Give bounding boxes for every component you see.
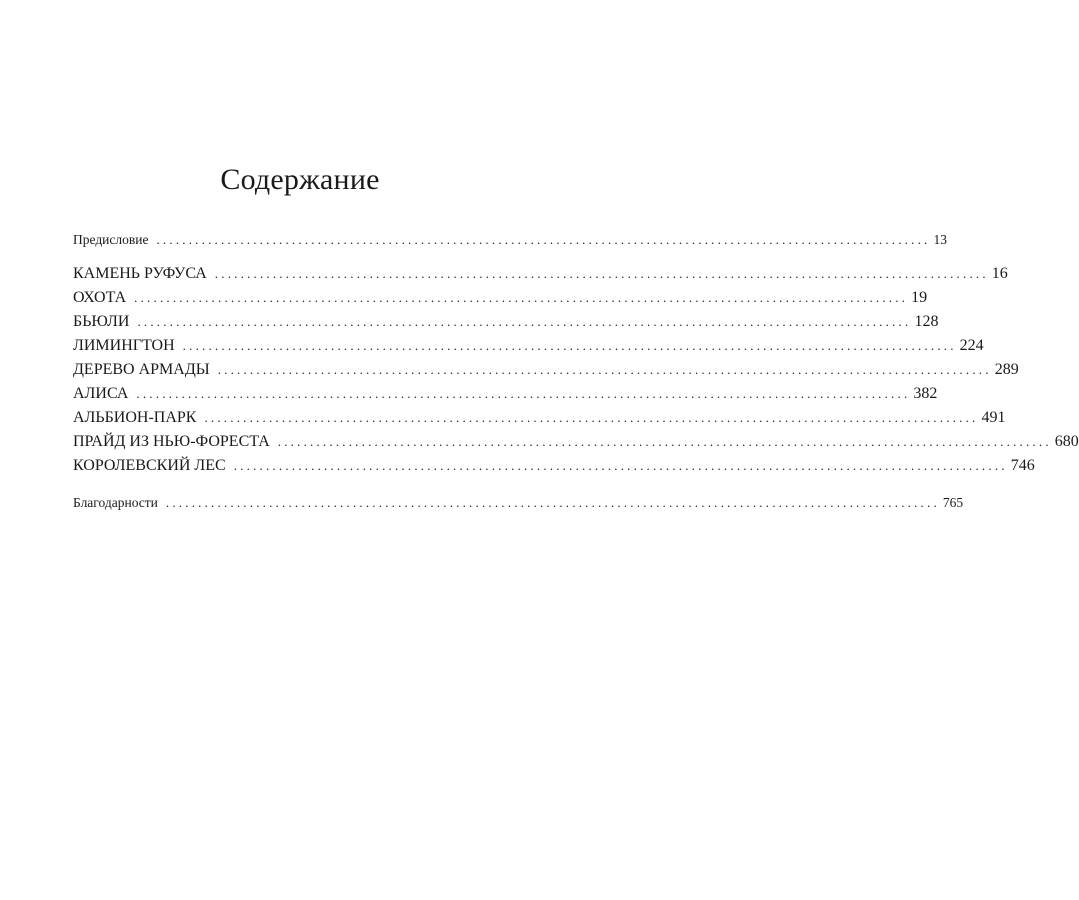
toc-entry-page: 491 bbox=[981, 409, 1006, 426]
toc-entry-label: Предисловие bbox=[73, 232, 149, 247]
toc-entry-chapter[interactable] bbox=[73, 457, 1035, 475]
dot-leader: ........................................................................................................................ bbox=[156, 232, 931, 247]
dot-leader: ........................................................................................................................ bbox=[233, 458, 1008, 473]
toc-entry-page: 746 bbox=[1010, 457, 1035, 474]
toc-entry-preface[interactable] bbox=[73, 232, 947, 248]
toc-entry-page: 680 bbox=[1054, 433, 1079, 450]
toc-entry-label: КАМЕНЬ РУФУСА bbox=[73, 265, 207, 282]
dot-leader: ........................................................................................................................ bbox=[182, 338, 957, 353]
toc-entry-chapter[interactable] bbox=[73, 433, 1079, 451]
toc-entry-page: 13 bbox=[933, 232, 947, 247]
toc-entry-page: 289 bbox=[994, 361, 1019, 378]
toc-entry-page: 128 bbox=[914, 313, 939, 330]
toc-entry-acknowledgements[interactable] bbox=[73, 495, 964, 511]
dot-leader: ........................................................................................................................ bbox=[277, 434, 1052, 449]
dot-leader: ........................................................................................................................ bbox=[204, 410, 979, 425]
toc-entry-label: ДЕРЕВО АРМАДЫ bbox=[73, 361, 210, 378]
toc-entry-page: 224 bbox=[959, 337, 984, 354]
toc-entry-chapter[interactable] bbox=[73, 385, 938, 403]
toc-entry-chapter[interactable] bbox=[73, 265, 1008, 283]
page-title: Содержание bbox=[220, 163, 380, 196]
toc-entry-chapter[interactable] bbox=[73, 409, 1006, 427]
dot-leader: ........................................................................................................................ bbox=[214, 266, 989, 281]
toc-entry-chapter[interactable] bbox=[73, 361, 1019, 379]
toc-entry-label: КОРОЛЕВСКИЙ ЛЕС bbox=[73, 457, 226, 474]
toc-entry-page: 16 bbox=[991, 265, 1008, 282]
toc-entry-label: БЬЮЛИ bbox=[73, 313, 130, 330]
toc-entry-label: АЛЬБИОН-ПАРК bbox=[73, 409, 197, 426]
toc-entry-page: 765 bbox=[942, 495, 964, 510]
dot-leader: ........................................................................................................................ bbox=[165, 495, 940, 510]
dot-leader: ........................................................................................................................ bbox=[134, 290, 909, 305]
toc-entry-page: 382 bbox=[913, 385, 938, 402]
toc-entry-chapter[interactable] bbox=[73, 289, 928, 307]
toc-entry-page: 19 bbox=[911, 289, 928, 306]
toc-entry-label: Благодарности bbox=[73, 495, 158, 510]
toc-entry-chapter[interactable] bbox=[73, 313, 939, 331]
toc-entry-label: АЛИСА bbox=[73, 385, 129, 402]
dot-leader: ........................................................................................................................ bbox=[217, 362, 992, 377]
toc-entry-label: ОХОТА bbox=[73, 289, 127, 306]
dot-leader: ........................................................................................................................ bbox=[136, 386, 911, 401]
toc-entry-label: ЛИМИНГТОН bbox=[73, 337, 175, 354]
dot-leader: ........................................................................................................................ bbox=[137, 314, 912, 329]
toc-entry-label: ПРАЙД ИЗ НЬЮ-ФОРЕСТА bbox=[73, 433, 270, 450]
toc-entry-chapter[interactable] bbox=[73, 337, 984, 355]
